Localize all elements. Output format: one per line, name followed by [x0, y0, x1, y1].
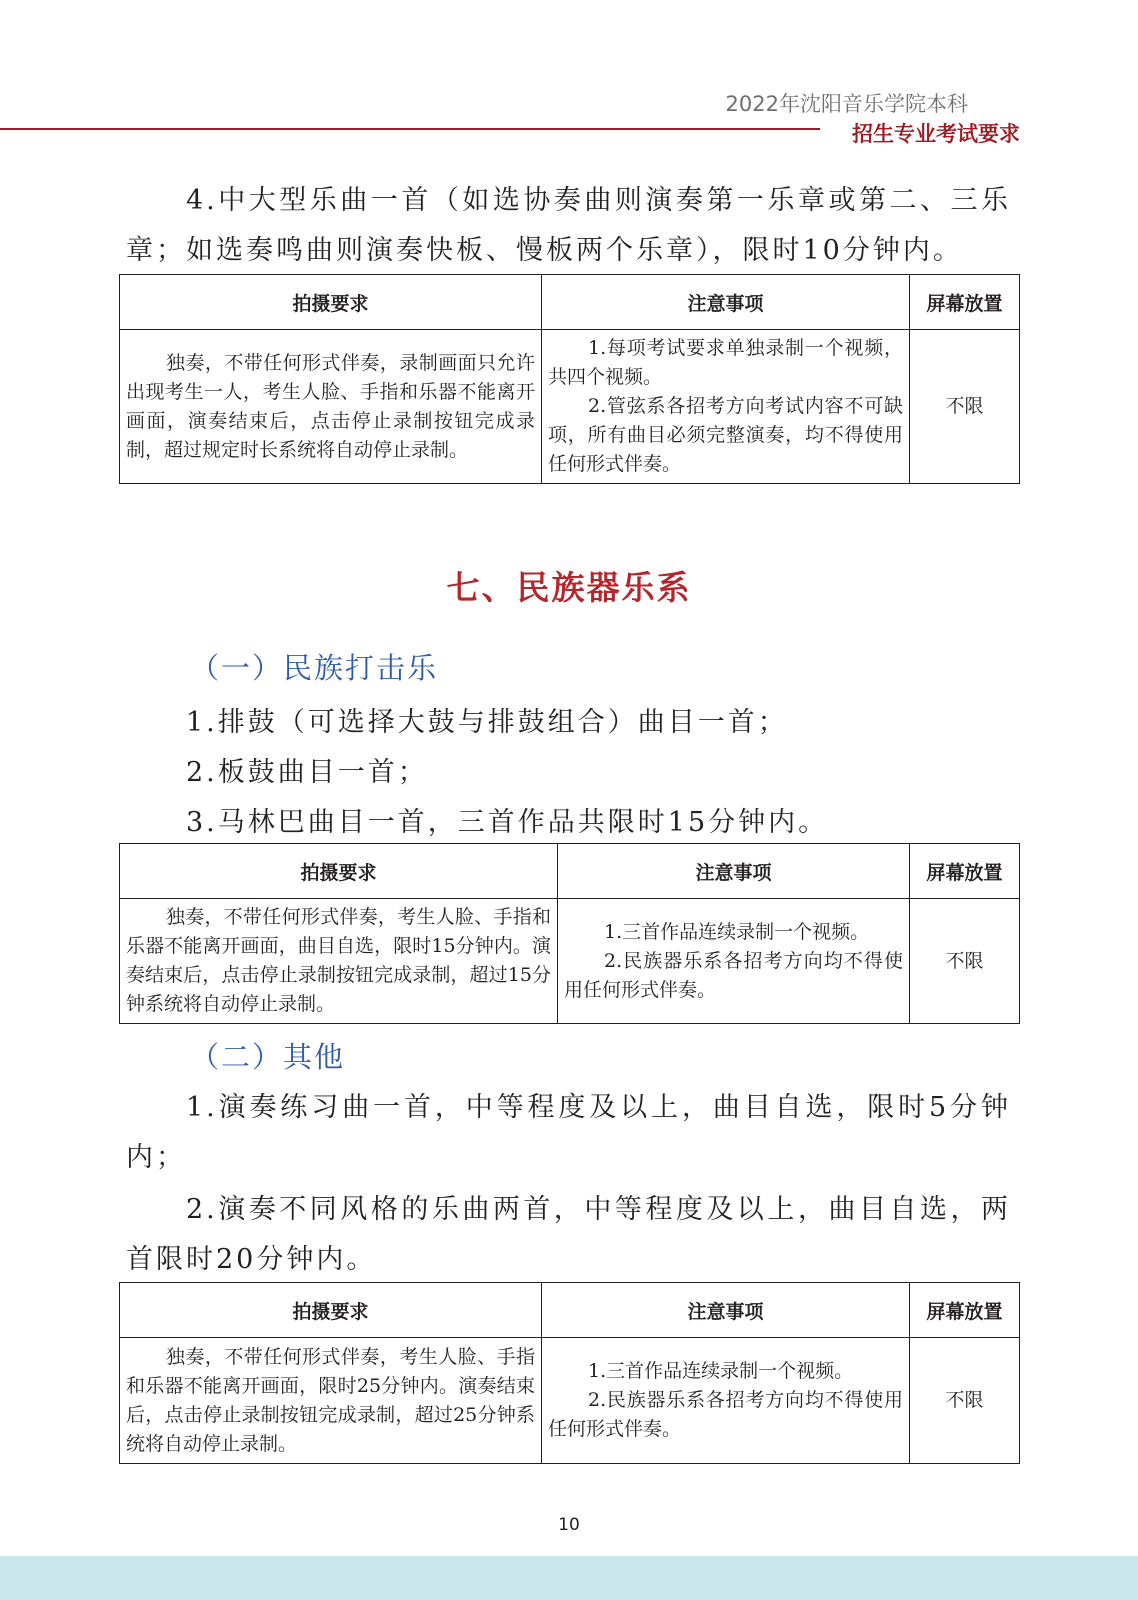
- header-shooting: 拍摄要求: [120, 844, 558, 899]
- header-shooting: 拍摄要求: [120, 275, 542, 330]
- screen-placement: 不限: [910, 899, 1020, 1024]
- table-header-row: [120, 275, 1020, 330]
- header-shooting: 拍摄要求: [120, 1283, 542, 1338]
- header-notes: 注意事项: [542, 1283, 910, 1338]
- note-item: 2.民族器乐系各招考方向均不得使用任何形式伴奏。: [548, 1389, 903, 1440]
- header-screen: 屏幕放置: [910, 275, 1020, 330]
- list-item: 2.板鼓曲目一首；: [186, 757, 428, 788]
- list-item: 2.演奏不同风格的乐曲两首，中等程度及以上，曲目自选，两首限时20分钟内。: [126, 1194, 1011, 1275]
- note-item: 1.每项考试要求单独录制一个视频，共四个视频。: [548, 337, 903, 388]
- screen-placement: 不限: [910, 330, 1020, 484]
- table-row: [120, 1338, 1020, 1464]
- list-item: 3.马林巴曲目一首，三首作品共限时15分钟内。: [186, 807, 829, 838]
- shooting-requirements: 独奏，不带任何形式伴奏，考生人脸、手指和乐器不能离开画面，曲目自选，限时15分钟内。演奏结束后，点击停止录制按钮完成录制，超过15分钟系统将自动停止录制。: [120, 899, 558, 1024]
- subsection-title-percussion: （一）民族打击乐: [190, 651, 439, 685]
- table-row: [120, 899, 1020, 1024]
- footer-band: [0, 1556, 1138, 1600]
- header-notes: 注意事项: [558, 844, 910, 899]
- requirements-table-2: [119, 843, 1020, 1024]
- header-title: 2022年沈阳音乐学院本科: [725, 92, 968, 116]
- header-subtitle: 招生专业考试要求: [852, 122, 1020, 146]
- requirements-table-1: [119, 274, 1020, 484]
- table-row: [120, 330, 1020, 484]
- list-item: 1.排鼓（可选择大鼓与排鼓组合）曲目一首；: [186, 707, 788, 738]
- requirements-table-3: [119, 1282, 1020, 1464]
- page-number: 10: [558, 1515, 580, 1535]
- note-item: 2.管弦系各招考方向考试内容不可缺项，所有曲目必须完整演奏，均不得使用任何形式伴奏。: [548, 395, 903, 475]
- notes-cell: [542, 1338, 910, 1464]
- list-item: 1.演奏练习曲一首，中等程度及以上，曲目自选，限时5分钟内；: [126, 1092, 1011, 1173]
- note-item: 1.三首作品连续录制一个视频。: [604, 920, 870, 943]
- header-screen: 屏幕放置: [910, 844, 1020, 899]
- screen-placement: 不限: [910, 1338, 1020, 1464]
- table-header-row: [120, 1283, 1020, 1338]
- note-item: 1.三首作品连续录制一个视频。: [588, 1360, 854, 1382]
- section-title: 七、民族器乐系: [446, 568, 692, 607]
- header-screen: 屏幕放置: [910, 1283, 1020, 1338]
- header-notes: 注意事项: [542, 275, 910, 330]
- notes-cell: [542, 330, 910, 484]
- table-header-row: [120, 844, 1020, 899]
- shooting-requirements: 独奏，不带任何形式伴奏，考生人脸、手指和乐器不能离开画面，限时25分钟内。演奏结束后，点击停止录制按钮完成录制，超过25分钟系统将自动停止录制。: [120, 1338, 542, 1464]
- intro-item-4: 4.中大型乐曲一首（如选协奏曲则演奏第一乐章或第二、三乐章；如选奏鸣曲则演奏快板、慢板两个乐章），限时10分钟内。: [126, 185, 1011, 266]
- subsection-title-other: （二）其他: [190, 1040, 346, 1074]
- notes-cell: [558, 899, 910, 1024]
- shooting-requirements: 独奏，不带任何形式伴奏，录制画面只允许出现考生一人，考生人脸、手指和乐器不能离开画面，演奏结束后，点击停止录制按钮完成录制，超过规定时长系统将自动停止录制。: [120, 330, 542, 484]
- header-rule: [0, 128, 820, 130]
- note-item: 2.民族器乐系各招考方向均不得使用任何形式伴奏。: [564, 949, 903, 1001]
